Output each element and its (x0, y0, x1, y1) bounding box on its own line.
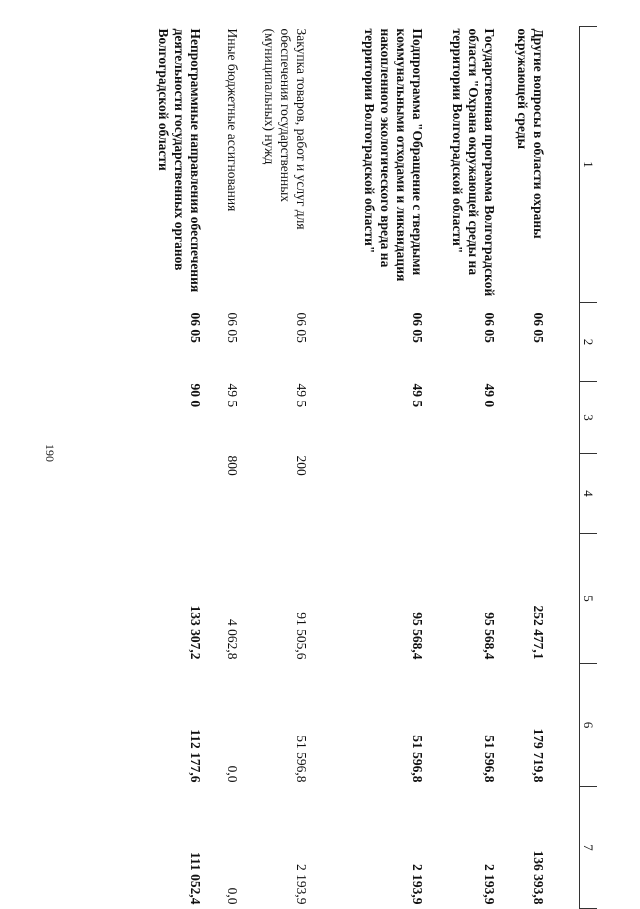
row-year2: 112 177,6 (188, 729, 203, 783)
header-col-4: 4 (580, 454, 598, 534)
row-expense-type: 200 (294, 455, 309, 476)
rotated-page-content (41, 26, 597, 908)
row-year3: 2 193,9 (410, 864, 425, 905)
header-row (580, 27, 598, 909)
row-section: 06 05 (225, 312, 240, 343)
table-row (240, 27, 309, 909)
row-target: 49 5 (225, 383, 240, 408)
table-row (131, 27, 203, 909)
row-target: 90 0 (188, 383, 203, 408)
row-section: 06 05 (294, 312, 309, 343)
row-year1: 95 568,4 (482, 612, 497, 660)
table-body (131, 27, 580, 909)
header-col-2: 2 (580, 303, 598, 382)
table-row (309, 27, 425, 909)
row-expense-type: 800 (225, 455, 240, 476)
row-section: 06 05 (531, 312, 546, 343)
header-col-6: 6 (580, 664, 598, 787)
row-year1: 95 568,4 (410, 612, 425, 660)
header-spacer-row (546, 27, 580, 909)
row-target: 49 5 (410, 383, 425, 408)
table-header (580, 27, 598, 909)
header-col-3: 3 (580, 382, 598, 454)
row-name: Иные бюджетные ассигнования (225, 28, 240, 212)
row-year2: 51 596,8 (482, 735, 497, 783)
row-year2: 51 596,8 (294, 735, 309, 783)
table-row (425, 27, 497, 909)
row-year3: 111 052,4 (188, 851, 203, 905)
row-year2: 0,0 (225, 765, 240, 783)
row-section: 06 05 (482, 312, 497, 343)
row-name: Государственная программа Волгоградской области "Охрана окружающей среды на территории Волгоградской области" (450, 28, 497, 297)
row-year1: 91 505,6 (294, 612, 309, 660)
row-year3: 0,0 (225, 887, 240, 905)
row-target: 49 5 (294, 383, 309, 408)
row-target (497, 382, 546, 454)
row-year2: 179 719,8 (531, 728, 546, 783)
table-row (497, 27, 546, 909)
row-name: Непрограммные направления обеспечения деятельности государственных органов Волгоградской области (156, 28, 203, 293)
row-year1: 133 307,2 (188, 605, 203, 660)
row-expense-type (497, 454, 546, 534)
row-target: 49 0 (482, 383, 497, 408)
row-year2: 51 596,8 (410, 735, 425, 783)
row-expense-type (425, 454, 497, 534)
page-number: 190 (43, 444, 57, 462)
budget-table (131, 26, 597, 909)
header-col-1: 1 (580, 27, 598, 303)
header-col-7: 7 (580, 787, 598, 909)
row-expense-type (309, 454, 425, 534)
row-year1: 252 477,1 (531, 605, 546, 660)
row-year3: 136 393,8 (531, 850, 546, 905)
row-name: Закупка товаров, работ и услуг для обеспечения государственных (муниципальных) нужд (262, 28, 309, 230)
header-col-5: 5 (580, 534, 598, 664)
row-name: Другие вопросы в области охраны окружающей среды (515, 28, 546, 239)
table-row (203, 27, 240, 909)
row-section: 06 05 (188, 312, 203, 343)
row-expense-type (131, 454, 203, 534)
row-name: Подпрограмма "Обращение с твердыми коммунальными отходами и ликвидация накопленного экологического вреда на территории Волгоградской области" (362, 28, 425, 282)
row-year1: 4 062,8 (225, 619, 240, 660)
row-section: 06 05 (410, 312, 425, 343)
row-year3: 2 193,9 (482, 864, 497, 905)
row-year3: 2 193,9 (294, 864, 309, 905)
